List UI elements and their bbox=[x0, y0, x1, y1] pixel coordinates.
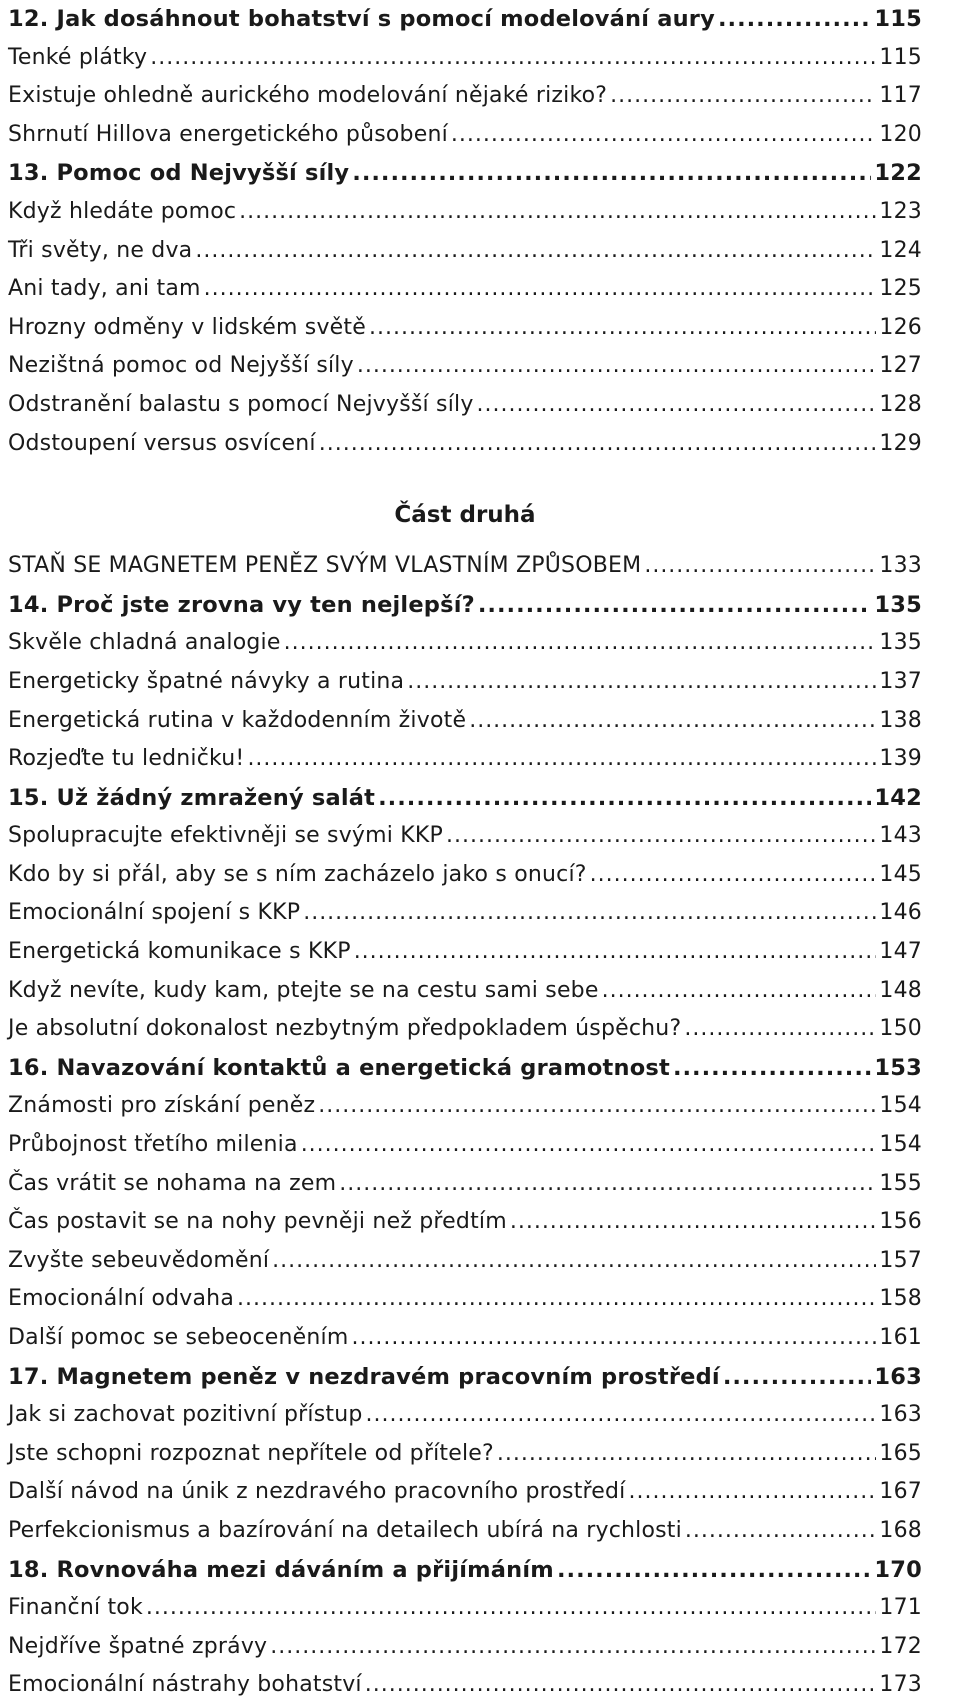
dot-leader bbox=[272, 1242, 876, 1281]
dot-leader bbox=[195, 232, 876, 271]
entry-title: Emocionální spojení s KKP bbox=[8, 900, 301, 926]
page-number: 146 bbox=[879, 900, 922, 926]
dot-leader bbox=[477, 386, 877, 425]
dot-leader bbox=[319, 425, 877, 464]
entry-title: Průbojnost třetího milenia bbox=[8, 1132, 298, 1158]
page-number: 117 bbox=[879, 83, 922, 109]
entry-title: Spolupracujte efektivněji se svými KKP bbox=[8, 823, 443, 849]
page-number: 167 bbox=[879, 1479, 922, 1505]
entry-title: Když hledáte pomoc bbox=[8, 198, 237, 224]
entry-title: Jste schopni rozpoznat nepřítele od přítele? bbox=[8, 1440, 494, 1466]
page-number: 120 bbox=[879, 121, 922, 147]
dot-leader bbox=[378, 779, 871, 818]
page-number: 135 bbox=[874, 591, 922, 618]
toc-entry-row[interactable] bbox=[8, 1666, 922, 1705]
page-number: 154 bbox=[879, 1132, 922, 1158]
dot-leader bbox=[339, 1165, 876, 1204]
dot-leader bbox=[352, 154, 871, 193]
page-number: 150 bbox=[879, 1016, 922, 1042]
chapter-title: 15. Už žádný zmražený salát bbox=[8, 784, 376, 811]
dot-leader bbox=[510, 1203, 877, 1242]
dot-leader bbox=[318, 1087, 876, 1126]
page-number: 126 bbox=[879, 314, 922, 340]
entry-title: Emocionální odvaha bbox=[8, 1286, 234, 1312]
entry-title: Čas postavit se na nohy pevněji než předtím bbox=[8, 1209, 507, 1235]
toc-entry-row[interactable] bbox=[8, 270, 922, 309]
page-number: 168 bbox=[879, 1517, 922, 1543]
entry-title: Čas vrátit se nohama na zem bbox=[8, 1170, 337, 1196]
entry-title: Finanční tok bbox=[8, 1595, 143, 1621]
dot-leader bbox=[451, 116, 877, 155]
toc-entry-row[interactable] bbox=[8, 77, 922, 116]
page-number: 148 bbox=[879, 977, 922, 1003]
toc-entry-row[interactable] bbox=[8, 856, 922, 895]
toc-entry-row[interactable] bbox=[8, 1010, 922, 1049]
page-number: 127 bbox=[879, 353, 922, 379]
chapter-title: 17. Magnetem peněz v nezdravém pracovním prostředí bbox=[8, 1363, 720, 1390]
entry-title: Tenké plátky bbox=[8, 44, 148, 70]
toc-entry-row[interactable] bbox=[8, 1589, 922, 1628]
page-number: 163 bbox=[874, 1363, 922, 1390]
toc-entry-row[interactable] bbox=[8, 232, 922, 271]
dot-leader bbox=[204, 270, 877, 309]
page-number: 163 bbox=[879, 1402, 922, 1428]
toc-entry-row[interactable] bbox=[8, 1203, 922, 1242]
toc-entry-row[interactable] bbox=[8, 1319, 922, 1358]
toc-chapter-row[interactable] bbox=[8, 0, 922, 39]
entry-title: Ani tady, ani tam bbox=[8, 276, 201, 302]
toc-entry-row[interactable] bbox=[8, 1242, 922, 1281]
entry-title: Odstranění balastu s pomocí Nejvyšší síly bbox=[8, 391, 474, 417]
dot-leader bbox=[718, 0, 871, 39]
entry-title: Nezištná pomoc od Nejyšší síly bbox=[8, 353, 354, 379]
dot-leader bbox=[357, 347, 877, 386]
entry-title: Tři světy, ne dva bbox=[8, 237, 193, 263]
entry-title: Hrozny odměny v lidském světě bbox=[8, 314, 366, 340]
toc-chapter-row[interactable] bbox=[8, 1551, 922, 1590]
entry-title: Skvěle chladná analogie bbox=[8, 630, 281, 656]
page-number: 161 bbox=[879, 1325, 922, 1350]
toc-entry-row[interactable] bbox=[8, 972, 922, 1011]
dot-leader bbox=[469, 702, 876, 741]
toc-chapter-row[interactable] bbox=[8, 779, 922, 818]
page-number: 158 bbox=[879, 1286, 922, 1312]
page-number: 135 bbox=[879, 630, 922, 656]
toc-entry-row[interactable] bbox=[8, 1280, 922, 1319]
page-number: 138 bbox=[879, 707, 922, 733]
page-number: 165 bbox=[879, 1440, 922, 1466]
toc-entry-row[interactable] bbox=[8, 1396, 922, 1435]
dot-leader bbox=[629, 1473, 877, 1512]
toc-entry-row[interactable] bbox=[8, 1435, 922, 1474]
chapter-title: 13. Pomoc od Nejvyšší síly bbox=[8, 160, 350, 187]
entry-title: Energetická komunikace s KKP bbox=[8, 939, 351, 965]
toc-entry-row[interactable] bbox=[8, 39, 922, 78]
entry-title: Jak si zachovat pozitivní přístup bbox=[8, 1402, 363, 1428]
dot-leader bbox=[366, 1396, 877, 1435]
dot-leader bbox=[270, 1628, 876, 1667]
dot-leader bbox=[150, 39, 876, 78]
toc-entry-row[interactable] bbox=[8, 547, 922, 586]
page-number: 125 bbox=[879, 276, 922, 302]
toc-entry-row[interactable] bbox=[8, 425, 922, 464]
page-number: 173 bbox=[879, 1672, 922, 1698]
dot-leader bbox=[237, 1280, 876, 1319]
toc-entry-row[interactable] bbox=[8, 624, 922, 663]
dot-leader bbox=[478, 586, 872, 625]
page-number: 171 bbox=[879, 1595, 922, 1621]
dot-leader bbox=[497, 1435, 877, 1474]
toc-entry-row[interactable] bbox=[8, 1165, 922, 1204]
toc-entry-row[interactable] bbox=[8, 193, 922, 232]
entry-title: Shrnutí Hillova energetického působení bbox=[8, 121, 448, 147]
page-number: 142 bbox=[874, 784, 922, 811]
dot-leader bbox=[365, 1666, 877, 1705]
toc-entry-row[interactable] bbox=[8, 1473, 922, 1512]
page-number: 137 bbox=[879, 668, 922, 694]
dot-leader bbox=[369, 309, 876, 348]
page-number: 153 bbox=[874, 1054, 922, 1081]
page-number: 172 bbox=[879, 1633, 922, 1659]
dot-leader bbox=[301, 1126, 877, 1165]
page-number: 155 bbox=[879, 1170, 922, 1196]
chapter-title: 12. Jak dosáhnout bohatství s pomocí modelování aury bbox=[8, 6, 715, 32]
toc-entry-row[interactable] bbox=[8, 894, 922, 933]
entry-title: Emocionální nástrahy bohatství bbox=[8, 1672, 362, 1698]
toc-entry-row[interactable] bbox=[8, 817, 922, 856]
entry-title: Energeticky špatné návyky a rutina bbox=[8, 668, 405, 694]
dot-leader bbox=[284, 624, 877, 663]
page-number: 170 bbox=[874, 1556, 922, 1583]
entry-title: Energetická rutina v každodenním životě bbox=[8, 707, 467, 733]
entry-title: Nejdříve špatné zprávy bbox=[8, 1633, 268, 1659]
page-number: 143 bbox=[879, 823, 922, 849]
entry-title: Další návod na únik z nezdravého pracovního prostředí bbox=[8, 1479, 626, 1505]
page-number: 123 bbox=[879, 198, 922, 224]
toc-chapter-row[interactable] bbox=[8, 1049, 922, 1088]
dot-leader bbox=[602, 972, 877, 1011]
page-number: 115 bbox=[874, 6, 922, 32]
chapter-title: 14. Proč jste zrovna vy ten nejlepší? bbox=[8, 591, 475, 618]
dot-leader bbox=[407, 663, 876, 702]
part-heading: Část druhá bbox=[394, 502, 536, 529]
toc-entry-row[interactable] bbox=[8, 386, 922, 425]
page-number: 145 bbox=[879, 861, 922, 887]
dot-leader bbox=[354, 933, 877, 972]
entry-title: Zvyšte sebeuvědomění bbox=[8, 1247, 270, 1273]
page-number: 133 bbox=[879, 553, 922, 579]
dot-leader bbox=[723, 1358, 872, 1397]
toc-entry-row[interactable] bbox=[8, 1126, 922, 1165]
entry-title: Když nevíte, kudy kam, ptejte se na cestu sami sebe bbox=[8, 977, 599, 1003]
dot-leader bbox=[610, 77, 876, 116]
dot-leader bbox=[446, 817, 876, 856]
dot-leader bbox=[644, 547, 876, 586]
page-number: 129 bbox=[879, 430, 922, 456]
toc-entry-row[interactable] bbox=[8, 1512, 922, 1551]
toc-entry-row[interactable] bbox=[8, 347, 922, 386]
page-number: 115 bbox=[879, 44, 922, 70]
entry-title: Rozjeďte tu ledničku! bbox=[8, 746, 245, 772]
page-number: 128 bbox=[879, 391, 922, 417]
entry-title: Další pomoc se sebeoceněním bbox=[8, 1325, 349, 1350]
page-number: 147 bbox=[879, 939, 922, 965]
table-of-contents bbox=[8, 0, 922, 1705]
entry-title: Odstoupení versus osvícení bbox=[8, 430, 316, 456]
page-number: 156 bbox=[879, 1209, 922, 1235]
toc-entry-row[interactable] bbox=[8, 933, 922, 972]
toc-entry-row[interactable] bbox=[8, 1628, 922, 1667]
entry-title: Je absolutní dokonalost nezbytným předpokladem úspěchu? bbox=[8, 1016, 682, 1042]
toc-entry-row[interactable] bbox=[8, 702, 922, 741]
toc-entry-row[interactable] bbox=[8, 663, 922, 702]
chapter-title: 18. Rovnováha mezi dáváním a přijímáním bbox=[8, 1556, 554, 1583]
dot-leader bbox=[590, 856, 877, 895]
page-number: 139 bbox=[879, 746, 922, 772]
dot-leader bbox=[303, 894, 876, 933]
entry-title: Perfekcionismus a bazírování na detailech ubírá na rychlosti bbox=[8, 1517, 682, 1543]
entry-title: Známosti pro získání peněz bbox=[8, 1093, 316, 1119]
chapter-title: 16. Navazování kontaktů a energetická gramotnost bbox=[8, 1054, 670, 1081]
entry-title: Kdo by si přál, aby se s ním zacházelo jako s onucí? bbox=[8, 861, 587, 887]
page-number: 124 bbox=[879, 237, 922, 263]
toc-entry-row[interactable] bbox=[8, 309, 922, 348]
entry-title: Existuje ohledně aurického modelování nějaké riziko? bbox=[8, 83, 608, 109]
toc-entry-row[interactable] bbox=[8, 116, 922, 155]
toc-chapter-row[interactable] bbox=[8, 154, 922, 193]
page-number: 122 bbox=[874, 160, 922, 187]
dot-leader bbox=[685, 1512, 877, 1551]
dot-leader bbox=[684, 1010, 876, 1049]
toc-chapter-row[interactable] bbox=[8, 1358, 922, 1397]
dot-leader bbox=[351, 1319, 876, 1358]
dot-leader bbox=[239, 193, 876, 232]
dot-leader bbox=[247, 740, 876, 779]
dot-leader bbox=[673, 1049, 871, 1088]
page-number: 154 bbox=[879, 1093, 922, 1119]
entry-title: STAŇ SE MAGNETEM PENĚZ SVÝM VLASTNÍM ZPŮSOBEM bbox=[8, 553, 642, 579]
dot-leader bbox=[557, 1551, 871, 1590]
toc-entry-row[interactable] bbox=[8, 1087, 922, 1126]
toc-chapter-row[interactable] bbox=[8, 586, 922, 625]
toc-entry-row[interactable] bbox=[8, 740, 922, 779]
dot-leader bbox=[146, 1589, 877, 1628]
page-number: 157 bbox=[879, 1247, 922, 1273]
